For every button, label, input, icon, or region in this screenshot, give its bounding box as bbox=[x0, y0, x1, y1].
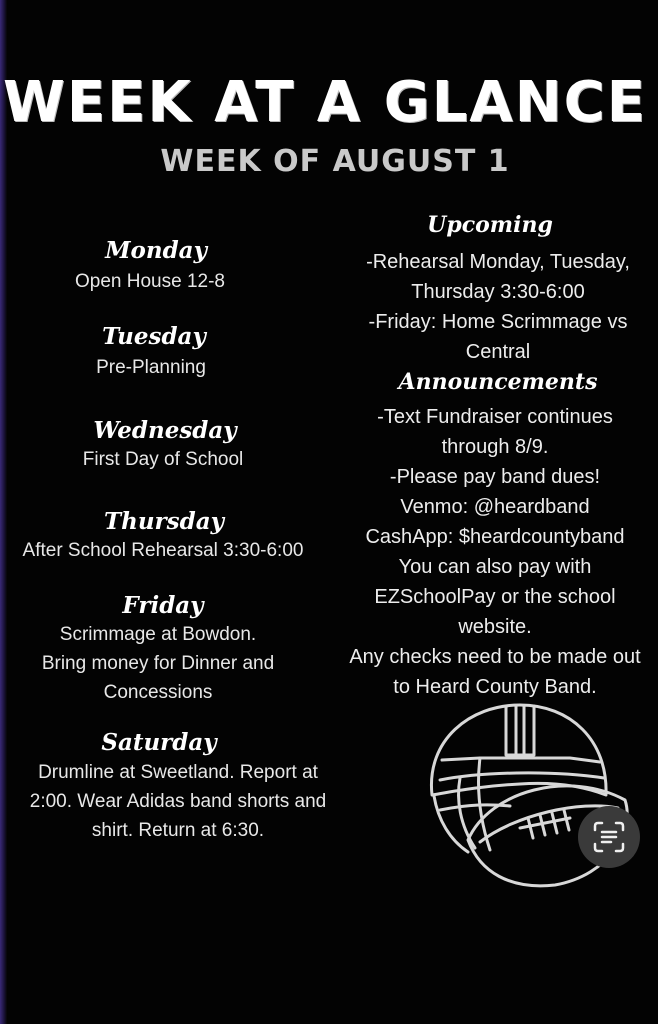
day-line: Pre-Planning bbox=[96, 357, 206, 378]
day-text-thursday bbox=[0, 536, 326, 565]
day-heading-thursday: Thursday bbox=[104, 508, 224, 535]
announcement-line: website. bbox=[458, 616, 532, 638]
day-line: Open House 12-8 bbox=[75, 271, 225, 292]
page-title: WEEK AT A GLANCE bbox=[3, 70, 647, 135]
announcement-line: EZSchoolPay or the school bbox=[374, 586, 616, 608]
upcoming-heading: Upcoming bbox=[427, 212, 553, 238]
announcement-line: -Please pay band dues! bbox=[389, 466, 601, 488]
announcement-line: to Heard County Band. bbox=[393, 676, 597, 698]
day-line: Bring money for Dinner and bbox=[41, 653, 275, 674]
day-heading-wednesday: Wednesday bbox=[93, 417, 237, 444]
day-heading-tuesday: Tuesday bbox=[102, 323, 206, 350]
upcoming-line: -Friday: Home Scrimmage vs bbox=[368, 311, 628, 333]
day-heading-monday: Monday bbox=[105, 237, 207, 264]
day-text-wednesday bbox=[0, 445, 326, 474]
day-line: 2:00. Wear Adidas band shorts and bbox=[29, 791, 327, 812]
page-subtitle: WEEK OF AUGUST 1 bbox=[160, 144, 510, 179]
day-line: Concessions bbox=[103, 682, 213, 703]
announcement-line: Any checks need to be made out bbox=[349, 646, 641, 668]
day-text-monday bbox=[0, 267, 300, 296]
upcoming-text bbox=[340, 247, 656, 367]
day-text-friday bbox=[0, 620, 316, 707]
announcement-line: -Text Fundraiser continues bbox=[377, 406, 613, 428]
announcements-text bbox=[332, 402, 658, 702]
upcoming-line: Central bbox=[465, 341, 531, 363]
day-line: shirt. Return at 6:30. bbox=[91, 820, 265, 841]
day-text-tuesday bbox=[0, 353, 302, 382]
day-line: Drumline at Sweetland. Report at bbox=[38, 762, 318, 783]
day-line: First Day of School bbox=[82, 449, 244, 470]
day-text-saturday bbox=[0, 758, 356, 845]
announcement-line: CashApp: $heardcountyband bbox=[365, 526, 625, 548]
announcement-line: You can also pay with bbox=[398, 556, 592, 578]
announcement-line: through 8/9. bbox=[441, 436, 549, 458]
text-scan-icon bbox=[591, 819, 627, 855]
day-line: Scrimmage at Bowdon. bbox=[59, 624, 257, 645]
announcement-line: Venmo: @heardband bbox=[400, 496, 590, 518]
day-line: After School Rehearsal 3:30-6:00 bbox=[22, 540, 304, 561]
text-scan-button[interactable] bbox=[578, 806, 640, 868]
day-heading-saturday: Saturday bbox=[101, 729, 217, 756]
upcoming-line: Thursday 3:30-6:00 bbox=[411, 281, 585, 303]
day-heading-friday: Friday bbox=[122, 592, 204, 619]
announcements-heading: Announcements bbox=[398, 369, 598, 395]
upcoming-line: -Rehearsal Monday, Tuesday, bbox=[366, 251, 630, 273]
